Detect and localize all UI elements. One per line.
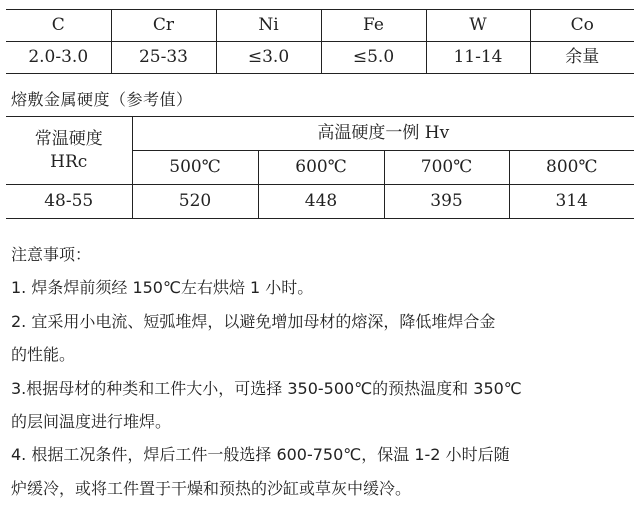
notes-line-7: 炉缓冷，或将工件置于干燥和预热的沙缸或草灰中缓冷。 (11, 478, 412, 498)
composition-header-co: Co (530, 10, 634, 42)
composition-header-fe: Fe (321, 10, 426, 42)
composition-header-c: C (6, 10, 111, 42)
hardness-table (6, 116, 634, 219)
notes-line-6: 4. 根据工况条件，焊后工件一般选择 600-750℃，保温 1-2 小时后随 (11, 445, 510, 465)
notes-line-3: 的性能。 (11, 345, 76, 365)
room-temp-hardness-label: 常温硬度 (34, 128, 103, 149)
composition-value-w: 11-14 (426, 42, 530, 74)
composition-value-co: 余量 (530, 42, 634, 74)
notes-line-4: 3.根据母材的种类和工件大小，可选择 350-500℃的预热温度和 350℃ (11, 378, 522, 398)
hardness-value-row (6, 185, 634, 219)
notes-line-5: 的层间温度进行堆焊。 (11, 412, 172, 432)
hardness-value-500: 520 (132, 185, 258, 219)
temperature-800: 800℃ (509, 151, 634, 185)
room-temp-hardness-header (6, 117, 132, 185)
composition-value-row (6, 42, 634, 74)
high-temp-hardness-header: 高温硬度一例 Hv (132, 117, 634, 151)
temperature-500: 500℃ (132, 151, 258, 185)
composition-header-row (6, 10, 634, 42)
composition-value-cr: 25-33 (111, 42, 216, 74)
hardness-value-700: 395 (384, 185, 509, 219)
room-temp-hardness-value: 48-55 (44, 191, 94, 211)
notes-title: 注意事项： (11, 245, 92, 264)
temperature-600: 600℃ (258, 151, 384, 185)
notes-section (11, 238, 633, 505)
composition-value-c: 2.0-3.0 (28, 47, 89, 67)
hardness-value-600: 448 (258, 185, 384, 219)
temperature-700: 700℃ (384, 151, 509, 185)
hardness-section-title: 熔敷金属硬度（参考值） (11, 90, 193, 109)
composition-header-w: W (426, 10, 530, 42)
notes-line-1: 1. 焊条焊前须经 150℃左右烘焙 1 小时。 (11, 278, 314, 298)
room-temp-hardness-unit: HRc (50, 151, 88, 172)
composition-value-ni: ≤3.0 (216, 42, 321, 74)
hardness-value-800: 314 (509, 185, 634, 219)
composition-header-ni: Ni (216, 10, 321, 42)
composition-header-cr: Cr (111, 10, 216, 42)
composition-value-fe: ≤5.0 (321, 42, 426, 74)
composition-table (6, 9, 634, 74)
notes-line-2: 2. 宜采用小电流、短弧堆焊，以避免增加母材的熔深，降低堆焊合金 (11, 311, 496, 331)
hardness-header-row (6, 117, 634, 151)
